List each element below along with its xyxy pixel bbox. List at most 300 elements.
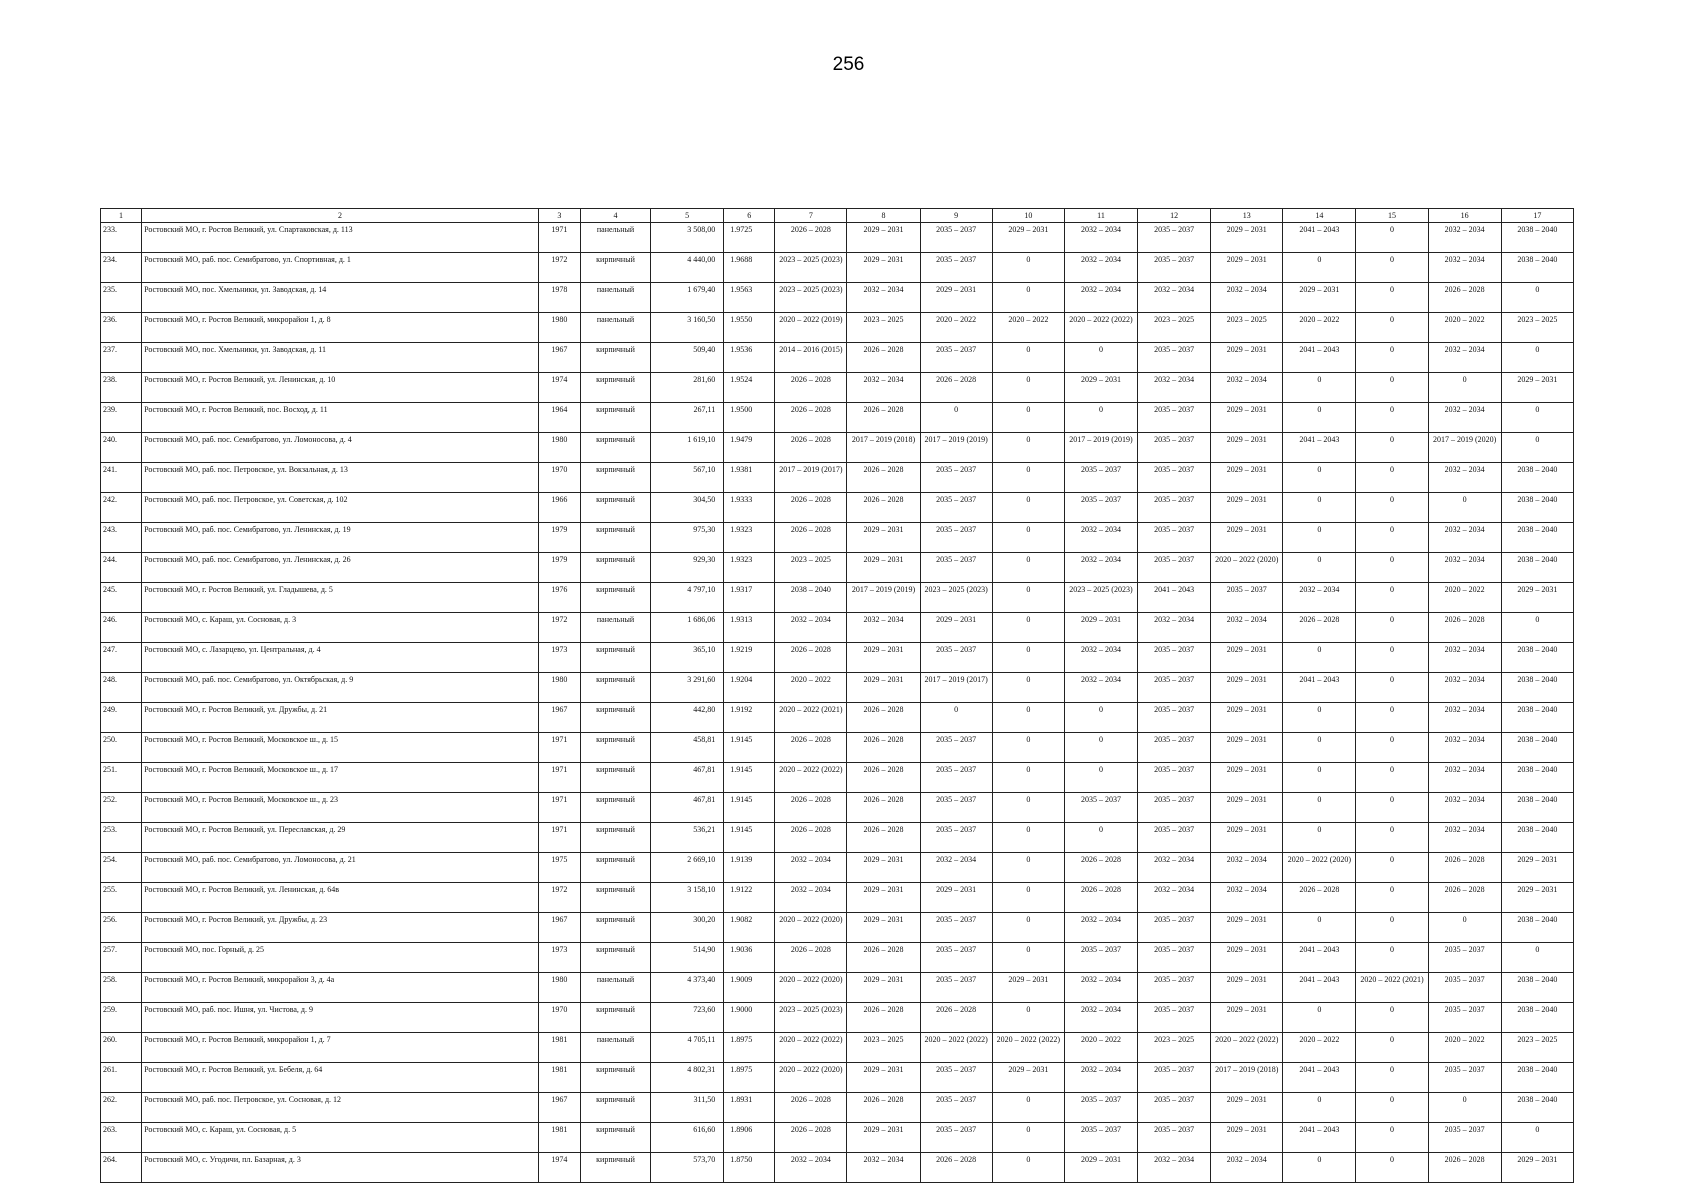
table-cell-col-15: 2020 – 2022 (2021) bbox=[1356, 973, 1428, 1003]
table-row bbox=[101, 763, 1574, 793]
table-cell-col-11: 2020 – 2022 bbox=[1064, 1033, 1137, 1063]
table-cell-col-14: 2020 – 2022 (2020) bbox=[1283, 853, 1356, 883]
table-cell-col-10: 0 bbox=[992, 433, 1064, 463]
table-cell-col-4: кирпичный bbox=[580, 253, 650, 283]
table-cell-col-17: 0 bbox=[1501, 433, 1573, 463]
table-cell-col-11: 2026 – 2028 bbox=[1064, 883, 1137, 913]
table-cell-col-11: 2035 – 2037 bbox=[1064, 1123, 1137, 1153]
table-cell-col-16: 2035 – 2037 bbox=[1428, 943, 1501, 973]
table-cell-col-1: 244. bbox=[101, 553, 142, 583]
table-cell-col-13: 2029 – 2031 bbox=[1211, 403, 1283, 433]
table-cell-col-6: 1.9219 bbox=[724, 643, 775, 673]
table-cell-col-12: 2032 – 2034 bbox=[1138, 283, 1211, 313]
table-cell-col-4: кирпичный bbox=[580, 643, 650, 673]
table-cell-col-4: кирпичный bbox=[580, 673, 650, 703]
table-cell-col-8: 2029 – 2031 bbox=[847, 643, 920, 673]
table-cell-col-12: 2035 – 2037 bbox=[1138, 733, 1211, 763]
table-cell-col-13: 2029 – 2031 bbox=[1211, 343, 1283, 373]
table-cell-col-17: 2038 – 2040 bbox=[1501, 733, 1573, 763]
table-cell-col-14: 2032 – 2034 bbox=[1283, 583, 1356, 613]
table-cell-col-4: кирпичный bbox=[580, 823, 650, 853]
table-cell-col-9: 2017 – 2019 (2017) bbox=[920, 673, 992, 703]
table-cell-col-11: 2017 – 2019 (2019) bbox=[1064, 433, 1137, 463]
table-cell-col-6: 1.9536 bbox=[724, 343, 775, 373]
table-cell-col-4: кирпичный bbox=[580, 493, 650, 523]
table-cell-col-11: 2032 – 2034 bbox=[1064, 553, 1137, 583]
table-row bbox=[101, 403, 1574, 433]
table-cell-col-17: 2038 – 2040 bbox=[1501, 913, 1573, 943]
table-cell-col-2: Ростовский МО, пос. Горный, д. 25 bbox=[142, 943, 539, 973]
table-cell-col-7: 2017 – 2019 (2017) bbox=[775, 463, 847, 493]
table-cell-col-8: 2032 – 2034 bbox=[847, 283, 920, 313]
table-row bbox=[101, 1153, 1574, 1183]
table-cell-col-8: 2029 – 2031 bbox=[847, 253, 920, 283]
table-cell-col-3: 1974 bbox=[538, 1153, 580, 1183]
table-cell-col-6: 1.9688 bbox=[724, 253, 775, 283]
table-cell-col-10: 0 bbox=[992, 253, 1064, 283]
table-row bbox=[101, 1123, 1574, 1153]
table-row bbox=[101, 703, 1574, 733]
table-cell-col-3: 1971 bbox=[538, 763, 580, 793]
table-cell-col-2: Ростовский МО, раб. пос. Семибратово, ул. Ленинская, д. 19 bbox=[142, 523, 539, 553]
table-cell-col-9: 2035 – 2037 bbox=[920, 943, 992, 973]
table-cell-col-12: 2023 – 2025 bbox=[1138, 313, 1211, 343]
table-row bbox=[101, 883, 1574, 913]
table-cell-col-7: 2020 – 2022 (2019) bbox=[775, 313, 847, 343]
column-header-12: 12 bbox=[1138, 209, 1211, 223]
table-cell-col-1: 248. bbox=[101, 673, 142, 703]
table-cell-col-16: 2032 – 2034 bbox=[1428, 403, 1501, 433]
table-cell-col-16: 2026 – 2028 bbox=[1428, 883, 1501, 913]
table-cell-col-17: 2038 – 2040 bbox=[1501, 763, 1573, 793]
table-cell-col-5: 4 802,31 bbox=[651, 1063, 724, 1093]
table-cell-col-11: 2032 – 2034 bbox=[1064, 283, 1137, 313]
table-cell-col-11: 2032 – 2034 bbox=[1064, 523, 1137, 553]
table-cell-col-8: 2023 – 2025 bbox=[847, 313, 920, 343]
table-cell-col-16: 2026 – 2028 bbox=[1428, 1153, 1501, 1183]
table-cell-col-15: 0 bbox=[1356, 1093, 1428, 1123]
table-cell-col-6: 1.9500 bbox=[724, 403, 775, 433]
table-cell-col-14: 0 bbox=[1283, 1153, 1356, 1183]
table-cell-col-12: 2035 – 2037 bbox=[1138, 463, 1211, 493]
table-cell-col-5: 3 508,00 bbox=[651, 223, 724, 253]
table-cell-col-17: 2038 – 2040 bbox=[1501, 1063, 1573, 1093]
table-cell-col-12: 2032 – 2034 bbox=[1138, 1153, 1211, 1183]
table-cell-col-10: 2029 – 2031 bbox=[992, 973, 1064, 1003]
table-cell-col-4: кирпичный bbox=[580, 703, 650, 733]
table-cell-col-5: 536,21 bbox=[651, 823, 724, 853]
table-cell-col-4: кирпичный bbox=[580, 763, 650, 793]
table-cell-col-3: 1970 bbox=[538, 1003, 580, 1033]
table-cell-col-15: 0 bbox=[1356, 883, 1428, 913]
table-row bbox=[101, 283, 1574, 313]
table-cell-col-12: 2035 – 2037 bbox=[1138, 493, 1211, 523]
table-cell-col-8: 2023 – 2025 bbox=[847, 1033, 920, 1063]
table-cell-col-7: 2026 – 2028 bbox=[775, 223, 847, 253]
table-cell-col-12: 2035 – 2037 bbox=[1138, 1063, 1211, 1093]
table-cell-col-14: 0 bbox=[1283, 823, 1356, 853]
table-cell-col-3: 1971 bbox=[538, 223, 580, 253]
table-row bbox=[101, 253, 1574, 283]
table-cell-col-2: Ростовский МО, г. Ростов Великий, ул. Спартаковская, д. 113 bbox=[142, 223, 539, 253]
table-cell-col-3: 1972 bbox=[538, 253, 580, 283]
table-cell-col-1: 250. bbox=[101, 733, 142, 763]
table-row bbox=[101, 433, 1574, 463]
table-cell-col-10: 0 bbox=[992, 613, 1064, 643]
table-cell-col-12: 2035 – 2037 bbox=[1138, 343, 1211, 373]
table-cell-col-14: 2020 – 2022 bbox=[1283, 313, 1356, 343]
table-cell-col-4: панельный bbox=[580, 223, 650, 253]
table-cell-col-11: 2032 – 2034 bbox=[1064, 223, 1137, 253]
table-cell-col-3: 1976 bbox=[538, 583, 580, 613]
table-cell-col-13: 2017 – 2019 (2018) bbox=[1211, 1063, 1283, 1093]
table-cell-col-17: 2038 – 2040 bbox=[1501, 253, 1573, 283]
table-row bbox=[101, 343, 1574, 373]
table-cell-col-16: 2035 – 2037 bbox=[1428, 973, 1501, 1003]
table-cell-col-3: 1981 bbox=[538, 1063, 580, 1093]
table-row bbox=[101, 823, 1574, 853]
table-cell-col-11: 2035 – 2037 bbox=[1064, 493, 1137, 523]
table-cell-col-3: 1972 bbox=[538, 883, 580, 913]
column-header-10: 10 bbox=[992, 209, 1064, 223]
table-cell-col-5: 267,11 bbox=[651, 403, 724, 433]
table-cell-col-15: 0 bbox=[1356, 583, 1428, 613]
table-cell-col-16: 2032 – 2034 bbox=[1428, 673, 1501, 703]
housing-repair-schedule-table bbox=[100, 208, 1574, 1183]
table-cell-col-5: 3 158,10 bbox=[651, 883, 724, 913]
table-cell-col-6: 1.9000 bbox=[724, 1003, 775, 1033]
table-cell-col-1: 262. bbox=[101, 1093, 142, 1123]
table-cell-col-13: 2029 – 2031 bbox=[1211, 733, 1283, 763]
table-cell-col-9: 2020 – 2022 (2022) bbox=[920, 1033, 992, 1063]
table-cell-col-4: кирпичный bbox=[580, 733, 650, 763]
table-cell-col-17: 2038 – 2040 bbox=[1501, 823, 1573, 853]
table-cell-col-13: 2029 – 2031 bbox=[1211, 643, 1283, 673]
table-cell-col-3: 1967 bbox=[538, 913, 580, 943]
column-header-16: 16 bbox=[1428, 209, 1501, 223]
table-cell-col-6: 1.8931 bbox=[724, 1093, 775, 1123]
table-cell-col-15: 0 bbox=[1356, 763, 1428, 793]
table-cell-col-4: панельный bbox=[580, 313, 650, 343]
table-cell-col-7: 2026 – 2028 bbox=[775, 373, 847, 403]
table-cell-col-11: 0 bbox=[1064, 703, 1137, 733]
table-cell-col-7: 2026 – 2028 bbox=[775, 433, 847, 463]
table-cell-col-16: 2017 – 2019 (2020) bbox=[1428, 433, 1501, 463]
table-cell-col-1: 235. bbox=[101, 283, 142, 313]
column-header-17: 17 bbox=[1501, 209, 1573, 223]
table-cell-col-14: 0 bbox=[1283, 553, 1356, 583]
table-cell-col-16: 2032 – 2034 bbox=[1428, 223, 1501, 253]
table-cell-col-6: 1.8906 bbox=[724, 1123, 775, 1153]
table-cell-col-14: 2041 – 2043 bbox=[1283, 1063, 1356, 1093]
table-cell-col-5: 723,60 bbox=[651, 1003, 724, 1033]
table-cell-col-7: 2020 – 2022 (2020) bbox=[775, 1063, 847, 1093]
table-cell-col-14: 0 bbox=[1283, 403, 1356, 433]
table-cell-col-2: Ростовский МО, раб. пос. Ишня, ул. Чистова, д. 9 bbox=[142, 1003, 539, 1033]
table-cell-col-17: 2029 – 2031 bbox=[1501, 883, 1573, 913]
table-cell-col-6: 1.9381 bbox=[724, 463, 775, 493]
table-cell-col-8: 2029 – 2031 bbox=[847, 523, 920, 553]
table-cell-col-13: 2029 – 2031 bbox=[1211, 673, 1283, 703]
column-header-6: 6 bbox=[724, 209, 775, 223]
table-cell-col-9: 2017 – 2019 (2019) bbox=[920, 433, 992, 463]
table-cell-col-6: 1.9082 bbox=[724, 913, 775, 943]
table-cell-col-7: 2020 – 2022 (2021) bbox=[775, 703, 847, 733]
table-cell-col-2: Ростовский МО, с. Лазарцево, ул. Центральная, д. 4 bbox=[142, 643, 539, 673]
table-cell-col-13: 2032 – 2034 bbox=[1211, 613, 1283, 643]
table-cell-col-15: 0 bbox=[1356, 493, 1428, 523]
table-cell-col-1: 239. bbox=[101, 403, 142, 433]
table-cell-col-2: Ростовский МО, г. Ростов Великий, Московское ш., д. 15 bbox=[142, 733, 539, 763]
table-cell-col-8: 2029 – 2031 bbox=[847, 1123, 920, 1153]
table-cell-col-4: кирпичный bbox=[580, 583, 650, 613]
table-cell-col-10: 0 bbox=[992, 883, 1064, 913]
table-cell-col-9: 2035 – 2037 bbox=[920, 913, 992, 943]
table-cell-col-11: 2035 – 2037 bbox=[1064, 943, 1137, 973]
table-cell-col-14: 0 bbox=[1283, 763, 1356, 793]
table-cell-col-6: 1.9323 bbox=[724, 553, 775, 583]
table-cell-col-2: Ростовский МО, раб. пос. Семибратово, ул. Ленинская, д. 26 bbox=[142, 553, 539, 583]
table-cell-col-7: 2020 – 2022 (2020) bbox=[775, 913, 847, 943]
table-cell-col-15: 0 bbox=[1356, 373, 1428, 403]
table-cell-col-17: 2038 – 2040 bbox=[1501, 1003, 1573, 1033]
table-row bbox=[101, 1033, 1574, 1063]
table-cell-col-16: 2032 – 2034 bbox=[1428, 703, 1501, 733]
table-cell-col-3: 1980 bbox=[538, 433, 580, 463]
table-cell-col-13: 2029 – 2031 bbox=[1211, 1003, 1283, 1033]
table-cell-col-13: 2029 – 2031 bbox=[1211, 1123, 1283, 1153]
table-cell-col-6: 1.9009 bbox=[724, 973, 775, 1003]
table-cell-col-12: 2035 – 2037 bbox=[1138, 973, 1211, 1003]
table-cell-col-1: 256. bbox=[101, 913, 142, 943]
table-cell-col-9: 2035 – 2037 bbox=[920, 493, 992, 523]
table-row bbox=[101, 973, 1574, 1003]
table-row bbox=[101, 853, 1574, 883]
table-cell-col-17: 2038 – 2040 bbox=[1501, 973, 1573, 1003]
table-cell-col-10: 0 bbox=[992, 823, 1064, 853]
table-cell-col-11: 2032 – 2034 bbox=[1064, 673, 1137, 703]
column-header-7: 7 bbox=[775, 209, 847, 223]
table-cell-col-3: 1981 bbox=[538, 1033, 580, 1063]
table-cell-col-9: 0 bbox=[920, 703, 992, 733]
table-cell-col-3: 1967 bbox=[538, 703, 580, 733]
table-cell-col-2: Ростовский МО, г. Ростов Великий, микрорайон 3, д. 4а bbox=[142, 973, 539, 1003]
table-cell-col-16: 2026 – 2028 bbox=[1428, 283, 1501, 313]
table-cell-col-11: 2029 – 2031 bbox=[1064, 373, 1137, 403]
table-cell-col-4: панельный bbox=[580, 1033, 650, 1063]
table-cell-col-14: 0 bbox=[1283, 1003, 1356, 1033]
table-cell-col-1: 242. bbox=[101, 493, 142, 523]
table-cell-col-5: 4 705,11 bbox=[651, 1033, 724, 1063]
table-cell-col-6: 1.9139 bbox=[724, 853, 775, 883]
table-cell-col-7: 2032 – 2034 bbox=[775, 1153, 847, 1183]
table-cell-col-5: 467,81 bbox=[651, 793, 724, 823]
table-cell-col-11: 2026 – 2028 bbox=[1064, 853, 1137, 883]
table-cell-col-14: 2041 – 2043 bbox=[1283, 973, 1356, 1003]
table-cell-col-17: 2038 – 2040 bbox=[1501, 643, 1573, 673]
table-cell-col-1: 233. bbox=[101, 223, 142, 253]
table-cell-col-2: Ростовский МО, г. Ростов Великий, микрорайон 1, д. 7 bbox=[142, 1033, 539, 1063]
table-cell-col-7: 2014 – 2016 (2015) bbox=[775, 343, 847, 373]
table-cell-col-1: 254. bbox=[101, 853, 142, 883]
table-cell-col-13: 2032 – 2034 bbox=[1211, 373, 1283, 403]
table-cell-col-9: 2035 – 2037 bbox=[920, 823, 992, 853]
table-cell-col-8: 2029 – 2031 bbox=[847, 913, 920, 943]
table-cell-col-14: 0 bbox=[1283, 373, 1356, 403]
table-cell-col-16: 2032 – 2034 bbox=[1428, 463, 1501, 493]
table-row bbox=[101, 613, 1574, 643]
table-row bbox=[101, 493, 1574, 523]
table-cell-col-9: 2020 – 2022 bbox=[920, 313, 992, 343]
table-cell-col-5: 3 160,50 bbox=[651, 313, 724, 343]
table-cell-col-16: 0 bbox=[1428, 373, 1501, 403]
table-cell-col-3: 1975 bbox=[538, 853, 580, 883]
table-cell-col-7: 2026 – 2028 bbox=[775, 403, 847, 433]
table-cell-col-5: 281,60 bbox=[651, 373, 724, 403]
table-cell-col-4: кирпичный bbox=[580, 403, 650, 433]
table-cell-col-15: 0 bbox=[1356, 853, 1428, 883]
table-cell-col-8: 2029 – 2031 bbox=[847, 673, 920, 703]
table-cell-col-10: 2020 – 2022 bbox=[992, 313, 1064, 343]
table-cell-col-5: 4 373,40 bbox=[651, 973, 724, 1003]
table-cell-col-1: 252. bbox=[101, 793, 142, 823]
table-cell-col-3: 1980 bbox=[538, 973, 580, 1003]
table-cell-col-2: Ростовский МО, раб. пос. Семибратово, ул. Спортивная, д. 1 bbox=[142, 253, 539, 283]
table-row bbox=[101, 553, 1574, 583]
table-cell-col-17: 0 bbox=[1501, 343, 1573, 373]
table-cell-col-10: 0 bbox=[992, 1003, 1064, 1033]
table-cell-col-8: 2026 – 2028 bbox=[847, 463, 920, 493]
table-cell-col-12: 2035 – 2037 bbox=[1138, 403, 1211, 433]
table-cell-col-13: 2029 – 2031 bbox=[1211, 973, 1283, 1003]
table-cell-col-17: 2029 – 2031 bbox=[1501, 583, 1573, 613]
table-cell-col-5: 573,70 bbox=[651, 1153, 724, 1183]
table-cell-col-5: 300,20 bbox=[651, 913, 724, 943]
table-cell-col-4: кирпичный bbox=[580, 943, 650, 973]
table-cell-col-2: Ростовский МО, г. Ростов Великий, ул. Ленинская, д. 10 bbox=[142, 373, 539, 403]
table-cell-col-16: 2032 – 2034 bbox=[1428, 823, 1501, 853]
table-cell-col-15: 0 bbox=[1356, 643, 1428, 673]
table-cell-col-16: 2026 – 2028 bbox=[1428, 613, 1501, 643]
table-cell-col-17: 0 bbox=[1501, 613, 1573, 643]
table-cell-col-8: 2026 – 2028 bbox=[847, 493, 920, 523]
table-cell-col-9: 2032 – 2034 bbox=[920, 853, 992, 883]
table-cell-col-10: 0 bbox=[992, 343, 1064, 373]
table-cell-col-3: 1966 bbox=[538, 493, 580, 523]
table-cell-col-2: Ростовский МО, раб. пос. Семибратово, ул. Октябрьская, д. 9 bbox=[142, 673, 539, 703]
table-cell-col-10: 0 bbox=[992, 853, 1064, 883]
table-cell-col-1: 259. bbox=[101, 1003, 142, 1033]
table-cell-col-10: 0 bbox=[992, 1153, 1064, 1183]
table-cell-col-10: 0 bbox=[992, 793, 1064, 823]
table-cell-col-1: 258. bbox=[101, 973, 142, 1003]
table-cell-col-3: 1964 bbox=[538, 403, 580, 433]
table-cell-col-13: 2029 – 2031 bbox=[1211, 703, 1283, 733]
table-row bbox=[101, 313, 1574, 343]
table-cell-col-14: 0 bbox=[1283, 733, 1356, 763]
table-cell-col-11: 2035 – 2037 bbox=[1064, 463, 1137, 493]
table-cell-col-8: 2029 – 2031 bbox=[847, 883, 920, 913]
table-cell-col-16: 2035 – 2037 bbox=[1428, 1123, 1501, 1153]
table-cell-col-8: 2029 – 2031 bbox=[847, 1063, 920, 1093]
table-cell-col-16: 2020 – 2022 bbox=[1428, 313, 1501, 343]
table-cell-col-10: 0 bbox=[992, 583, 1064, 613]
table-cell-col-9: 2035 – 2037 bbox=[920, 253, 992, 283]
table-cell-col-1: 243. bbox=[101, 523, 142, 553]
table-cell-col-2: Ростовский МО, г. Ростов Великий, ул. Ленинская, д. 64в bbox=[142, 883, 539, 913]
table-cell-col-6: 1.9333 bbox=[724, 493, 775, 523]
table-cell-col-13: 2029 – 2031 bbox=[1211, 943, 1283, 973]
table-cell-col-4: кирпичный bbox=[580, 883, 650, 913]
table-cell-col-4: кирпичный bbox=[580, 1063, 650, 1093]
table-cell-col-13: 2029 – 2031 bbox=[1211, 793, 1283, 823]
table-cell-col-7: 2026 – 2028 bbox=[775, 733, 847, 763]
table-cell-col-12: 2035 – 2037 bbox=[1138, 913, 1211, 943]
table-cell-col-6: 1.9122 bbox=[724, 883, 775, 913]
table-cell-col-14: 2041 – 2043 bbox=[1283, 943, 1356, 973]
table-cell-col-17: 2038 – 2040 bbox=[1501, 463, 1573, 493]
table-cell-col-5: 2 669,10 bbox=[651, 853, 724, 883]
table-cell-col-8: 2032 – 2034 bbox=[847, 373, 920, 403]
table-cell-col-5: 365,10 bbox=[651, 643, 724, 673]
table-cell-col-16: 2032 – 2034 bbox=[1428, 643, 1501, 673]
table-cell-col-8: 2026 – 2028 bbox=[847, 763, 920, 793]
table-cell-col-13: 2029 – 2031 bbox=[1211, 913, 1283, 943]
table-cell-col-15: 0 bbox=[1356, 313, 1428, 343]
table-cell-col-3: 1971 bbox=[538, 733, 580, 763]
table-cell-col-9: 2035 – 2037 bbox=[920, 973, 992, 1003]
table-cell-col-15: 0 bbox=[1356, 1063, 1428, 1093]
table-row bbox=[101, 583, 1574, 613]
table-cell-col-6: 1.9192 bbox=[724, 703, 775, 733]
table-cell-col-9: 2035 – 2037 bbox=[920, 643, 992, 673]
column-header-15: 15 bbox=[1356, 209, 1428, 223]
table-cell-col-10: 0 bbox=[992, 943, 1064, 973]
table-cell-col-4: кирпичный bbox=[580, 913, 650, 943]
table-cell-col-1: 253. bbox=[101, 823, 142, 853]
table-cell-col-5: 311,50 bbox=[651, 1093, 724, 1123]
table-cell-col-2: Ростовский МО, с. Караш, ул. Сосновая, д. 5 bbox=[142, 1123, 539, 1153]
table-cell-col-2: Ростовский МО, раб. пос. Петровское, ул. Сосновая, д. 12 bbox=[142, 1093, 539, 1123]
table-cell-col-11: 2032 – 2034 bbox=[1064, 973, 1137, 1003]
table-cell-col-11: 2029 – 2031 bbox=[1064, 1153, 1137, 1183]
table-cell-col-10: 0 bbox=[992, 733, 1064, 763]
table-cell-col-13: 2023 – 2025 bbox=[1211, 313, 1283, 343]
table-cell-col-7: 2032 – 2034 bbox=[775, 853, 847, 883]
table-cell-col-11: 0 bbox=[1064, 403, 1137, 433]
table-cell-col-13: 2020 – 2022 (2022) bbox=[1211, 1033, 1283, 1063]
table-cell-col-13: 2029 – 2031 bbox=[1211, 1093, 1283, 1123]
table-cell-col-17: 2038 – 2040 bbox=[1501, 223, 1573, 253]
table-row bbox=[101, 223, 1574, 253]
table-cell-col-3: 1979 bbox=[538, 523, 580, 553]
table-cell-col-5: 458,81 bbox=[651, 733, 724, 763]
table-cell-col-2: Ростовский МО, раб. пос. Петровское, ул. Вокзальная, д. 13 bbox=[142, 463, 539, 493]
column-header-11: 11 bbox=[1064, 209, 1137, 223]
table-cell-col-2: Ростовский МО, пос. Хмельники, ул. Заводская, д. 14 bbox=[142, 283, 539, 313]
table-cell-col-4: кирпичный bbox=[580, 1153, 650, 1183]
table-body bbox=[101, 223, 1574, 1183]
table-cell-col-14: 0 bbox=[1283, 463, 1356, 493]
column-header-1: 1 bbox=[101, 209, 142, 223]
table-cell-col-15: 0 bbox=[1356, 553, 1428, 583]
table-cell-col-4: кирпичный bbox=[580, 1093, 650, 1123]
table-cell-col-9: 2026 – 2028 bbox=[920, 1003, 992, 1033]
table-cell-col-10: 0 bbox=[992, 493, 1064, 523]
table-cell-col-2: Ростовский МО, раб. пос. Петровское, ул. Советская, д. 102 bbox=[142, 493, 539, 523]
table-cell-col-12: 2035 – 2037 bbox=[1138, 823, 1211, 853]
table-cell-col-4: кирпичный bbox=[580, 433, 650, 463]
